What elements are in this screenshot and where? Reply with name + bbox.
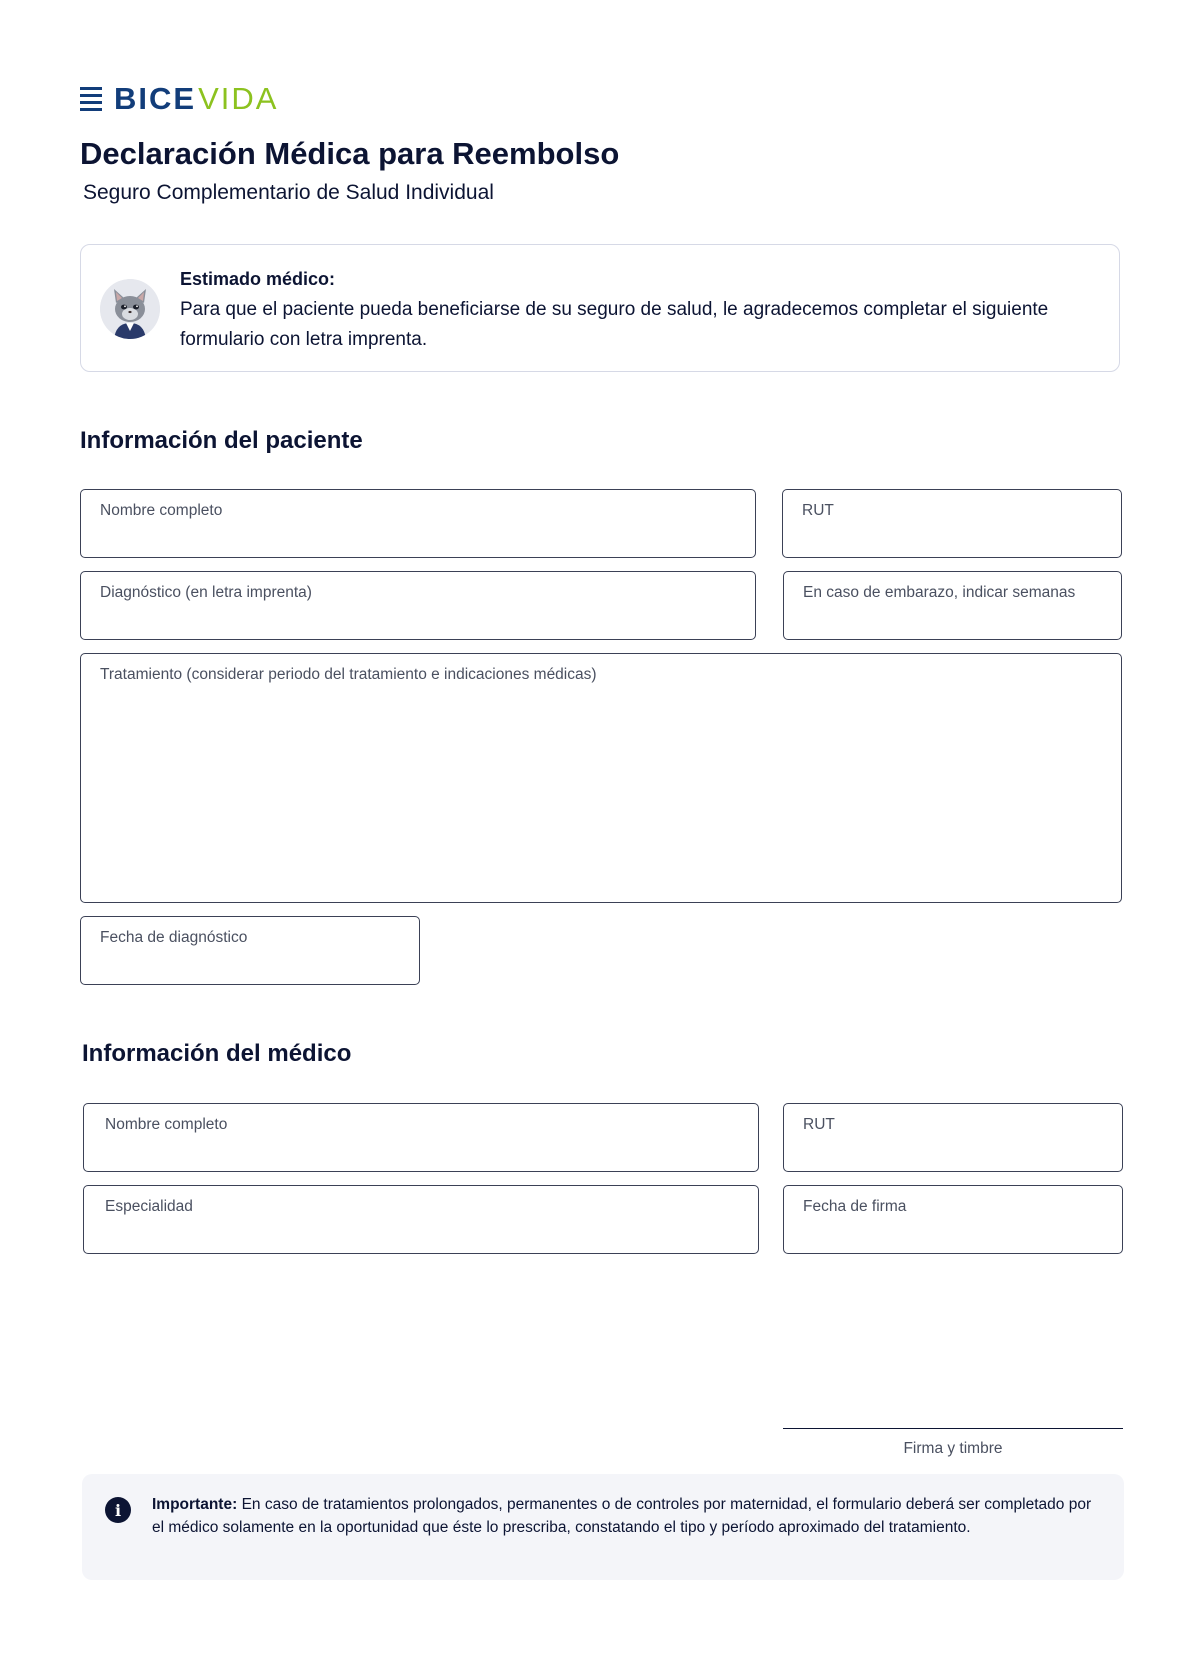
- signature-line[interactable]: [783, 1428, 1123, 1429]
- patient-name-field[interactable]: [80, 489, 756, 558]
- doctor-rut-field[interactable]: [783, 1103, 1123, 1172]
- intro-text: Para que el paciente pueda beneficiarse de su seguro de salud, le agradecemos completar el siguiente formulario con letra imprenta.: [180, 299, 1049, 350]
- note-text: [152, 1494, 1092, 1539]
- doctor-name-field[interactable]: [83, 1103, 759, 1172]
- note-body: En caso de tratamientos prolongados, permanentes o de controles por maternidad, el formulario deberá ser completado por el médico solamente en la oportunidad que éste lo prescriba, constatando el tipo y período aproximado del tratamiento.: [152, 1496, 1092, 1536]
- patient-rut-field[interactable]: [782, 489, 1122, 558]
- page-subtitle: Seguro Complementario de Salud Individual: [83, 181, 494, 204]
- bicevida-logo: [80, 81, 279, 116]
- signature-label: Firma y timbre: [903, 1440, 1003, 1457]
- intro-card: [80, 244, 1120, 372]
- logo-text-light: VIDA: [198, 81, 279, 116]
- diagnosis-date-field[interactable]: [80, 916, 420, 985]
- field-label: Nombre completo: [105, 1116, 228, 1133]
- pregnancy-weeks-field[interactable]: [783, 571, 1122, 640]
- signature-date-field[interactable]: [783, 1185, 1123, 1254]
- info-icon: i: [105, 1497, 131, 1523]
- field-label: Diagnóstico (en letra imprenta): [100, 584, 312, 601]
- field-label: Tratamiento (considerar periodo del tratamiento e indicaciones médicas): [100, 666, 597, 683]
- field-label: Fecha de diagnóstico: [100, 929, 248, 946]
- specialty-field[interactable]: [83, 1185, 759, 1254]
- field-label: RUT: [802, 502, 834, 519]
- field-label: RUT: [803, 1116, 835, 1133]
- diagnosis-field[interactable]: [80, 571, 756, 640]
- logo-text-bold: BICE: [114, 81, 197, 116]
- treatment-field[interactable]: [80, 653, 1122, 903]
- important-note: [82, 1474, 1124, 1580]
- doctor-section-title: Información del médico: [82, 1040, 352, 1067]
- intro-heading: Estimado médico:: [180, 269, 336, 289]
- note-label: Importante:: [152, 1496, 238, 1513]
- page-title: Declaración Médica para Reembolso: [80, 136, 620, 171]
- field-label: En caso de embarazo, indicar semanas: [803, 584, 1076, 601]
- patient-section-title: Información del paciente: [80, 427, 363, 454]
- field-label: Nombre completo: [100, 502, 223, 519]
- logo-mark-icon: [80, 87, 102, 111]
- field-label: Especialidad: [105, 1198, 193, 1215]
- field-label: Fecha de firma: [803, 1198, 907, 1215]
- cat-mascot-avatar: [100, 279, 160, 339]
